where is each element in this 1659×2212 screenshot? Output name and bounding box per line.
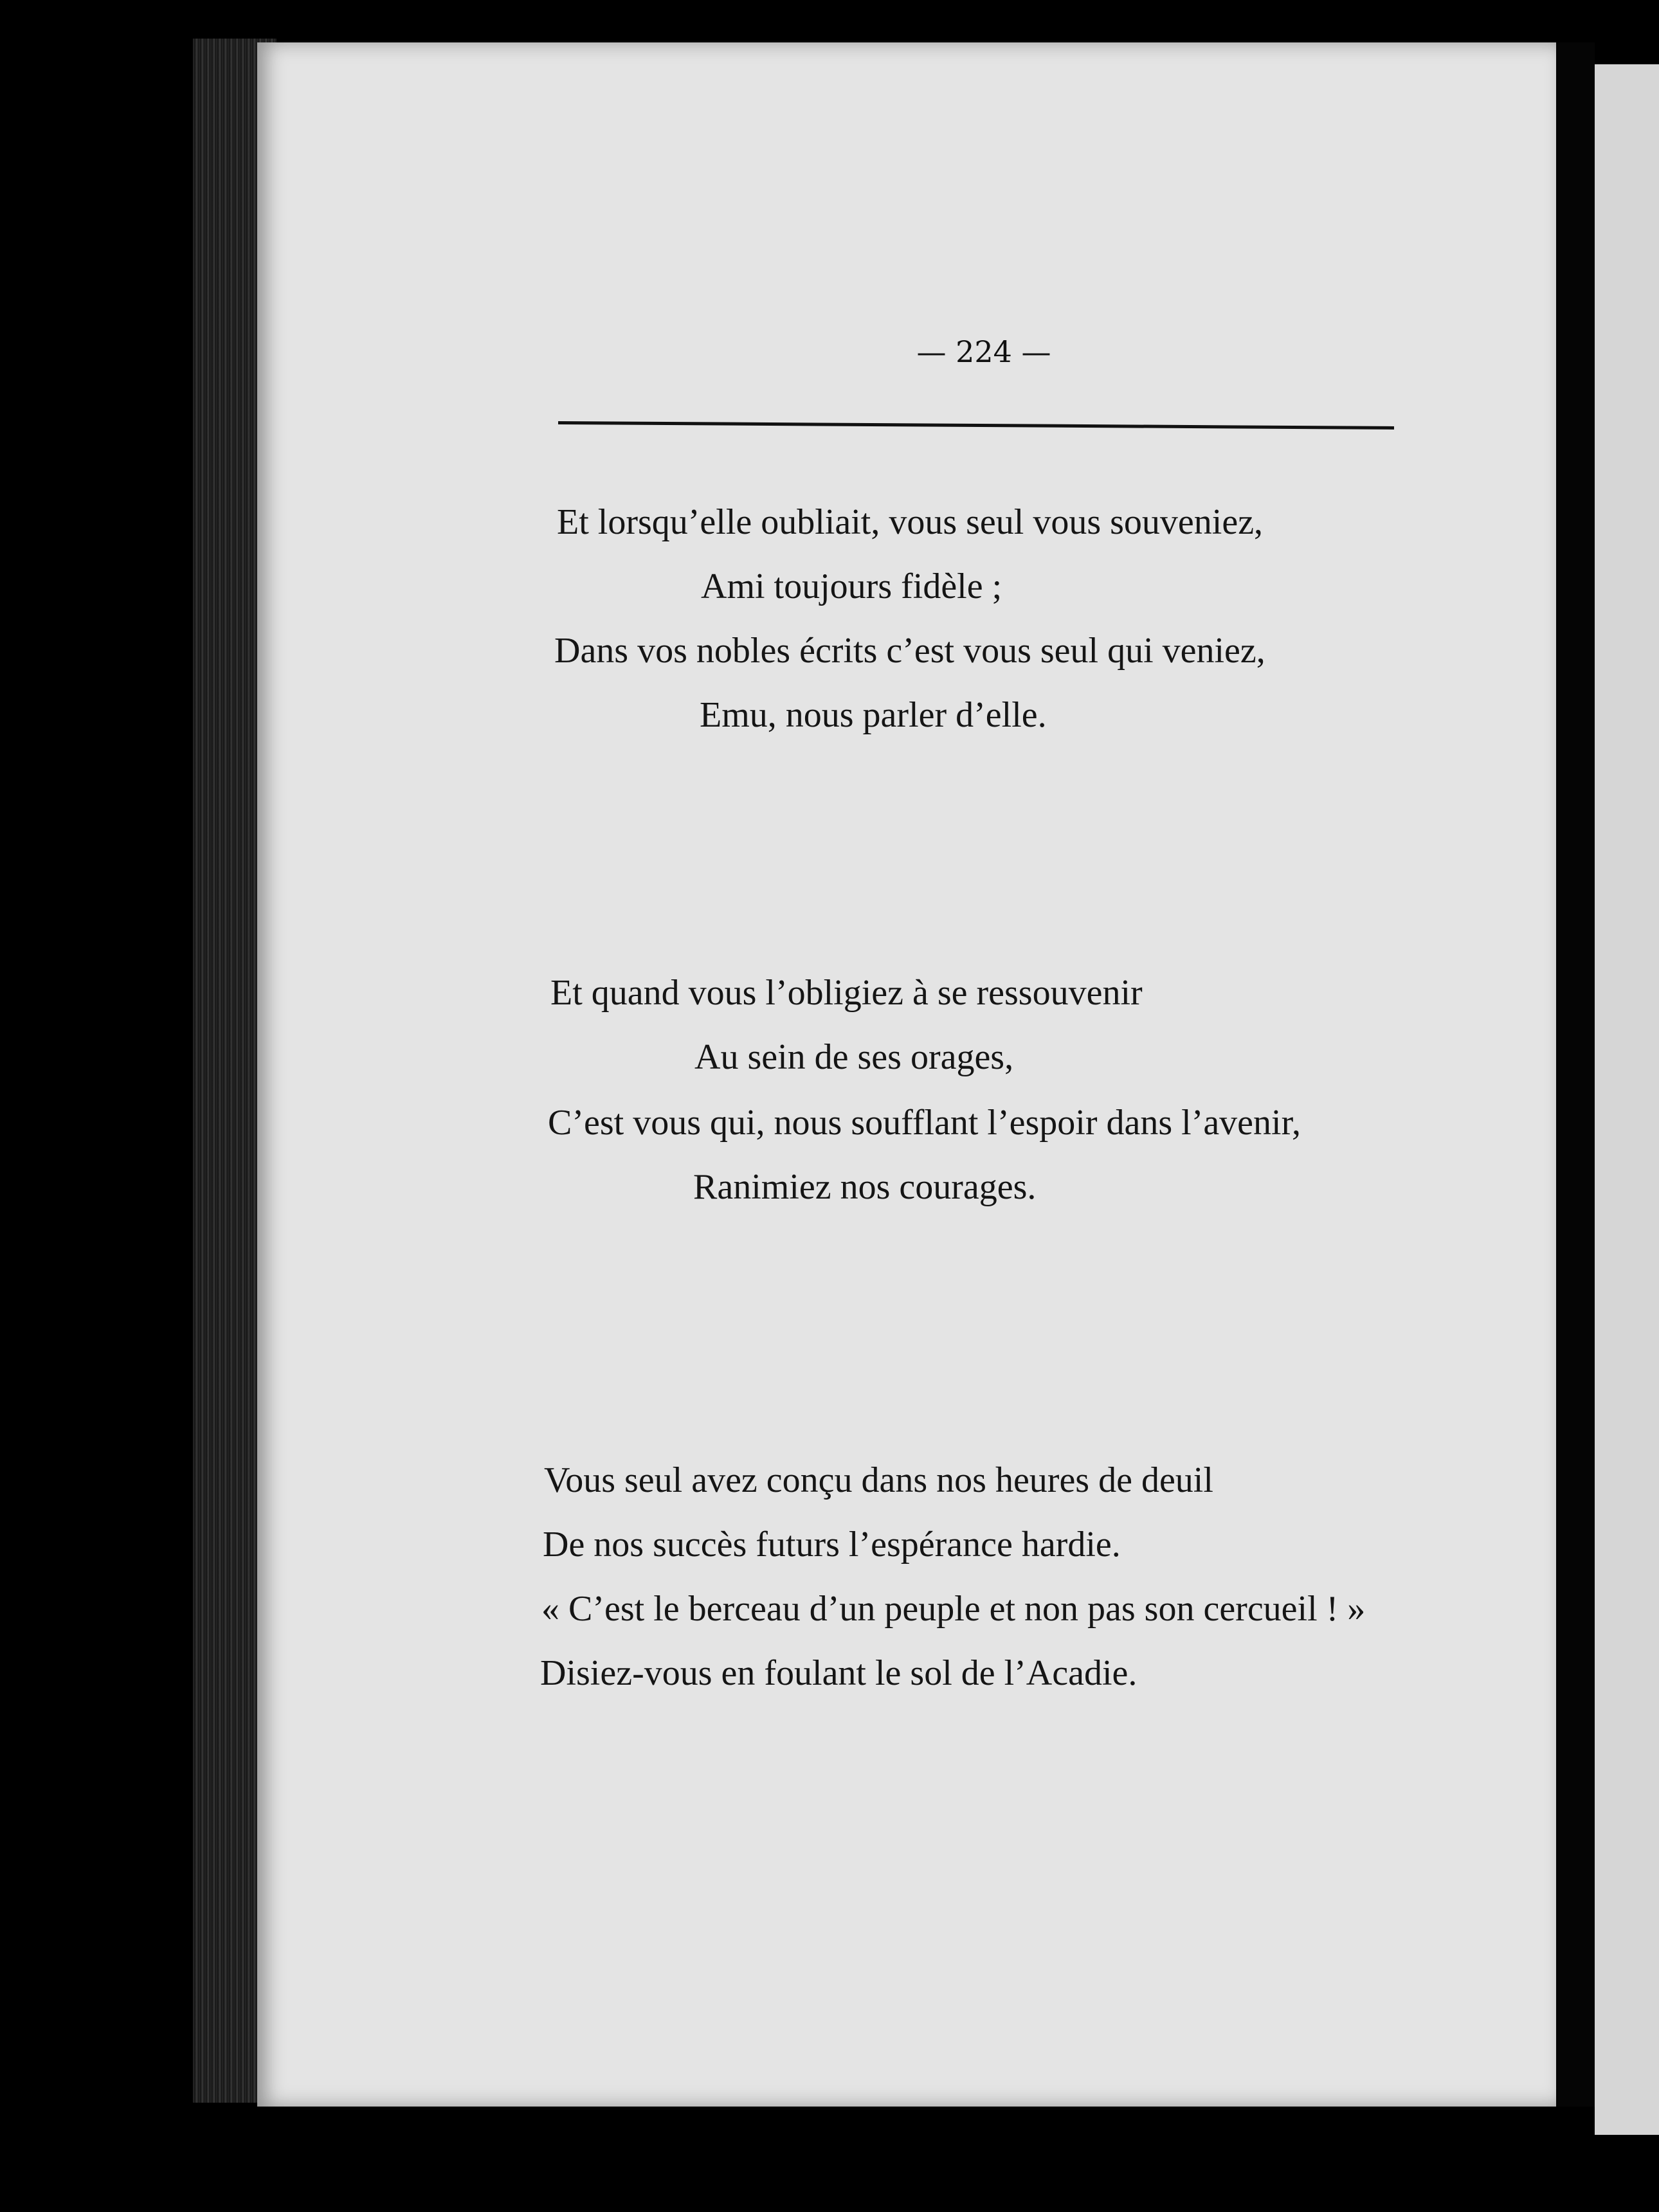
poem-line: « C’est le berceau d’un peuple et non pas son cercueil ! » [541,1589,1366,1629]
poem-line: Et quand vous l’obligiez à se ressouvenir [550,973,1143,1013]
book-gutter [1556,42,1595,2107]
poem-line: C’est vous qui, nous soufflant l’espoir dans l’avenir, [548,1103,1301,1143]
poem-line: Et lorsqu’elle oubliait, vous seul vous souveniez, [557,502,1264,542]
poem-line: Au sein de ses orages, [694,1037,1014,1077]
poem-line: Vous seul avez conçu dans nos heures de deuil [544,1460,1213,1500]
poem-line: De nos succès futurs l’espérance hardie. [543,1525,1121,1564]
poem-line: Disiez-vous en foulant le sol de l’Acadie. [540,1653,1138,1693]
poem-line: Ami toujours fidèle ; [701,567,1002,606]
page-number: — 224 — [916,334,1051,369]
poem-line: Dans vos nobles écrits c’est vous seul qui veniez, [554,631,1265,671]
facing-page-edge [1595,64,1659,2135]
poem-line: Emu, nous parler d’elle. [700,695,1047,735]
poem-line: Ranimiez nos courages. [693,1167,1037,1207]
